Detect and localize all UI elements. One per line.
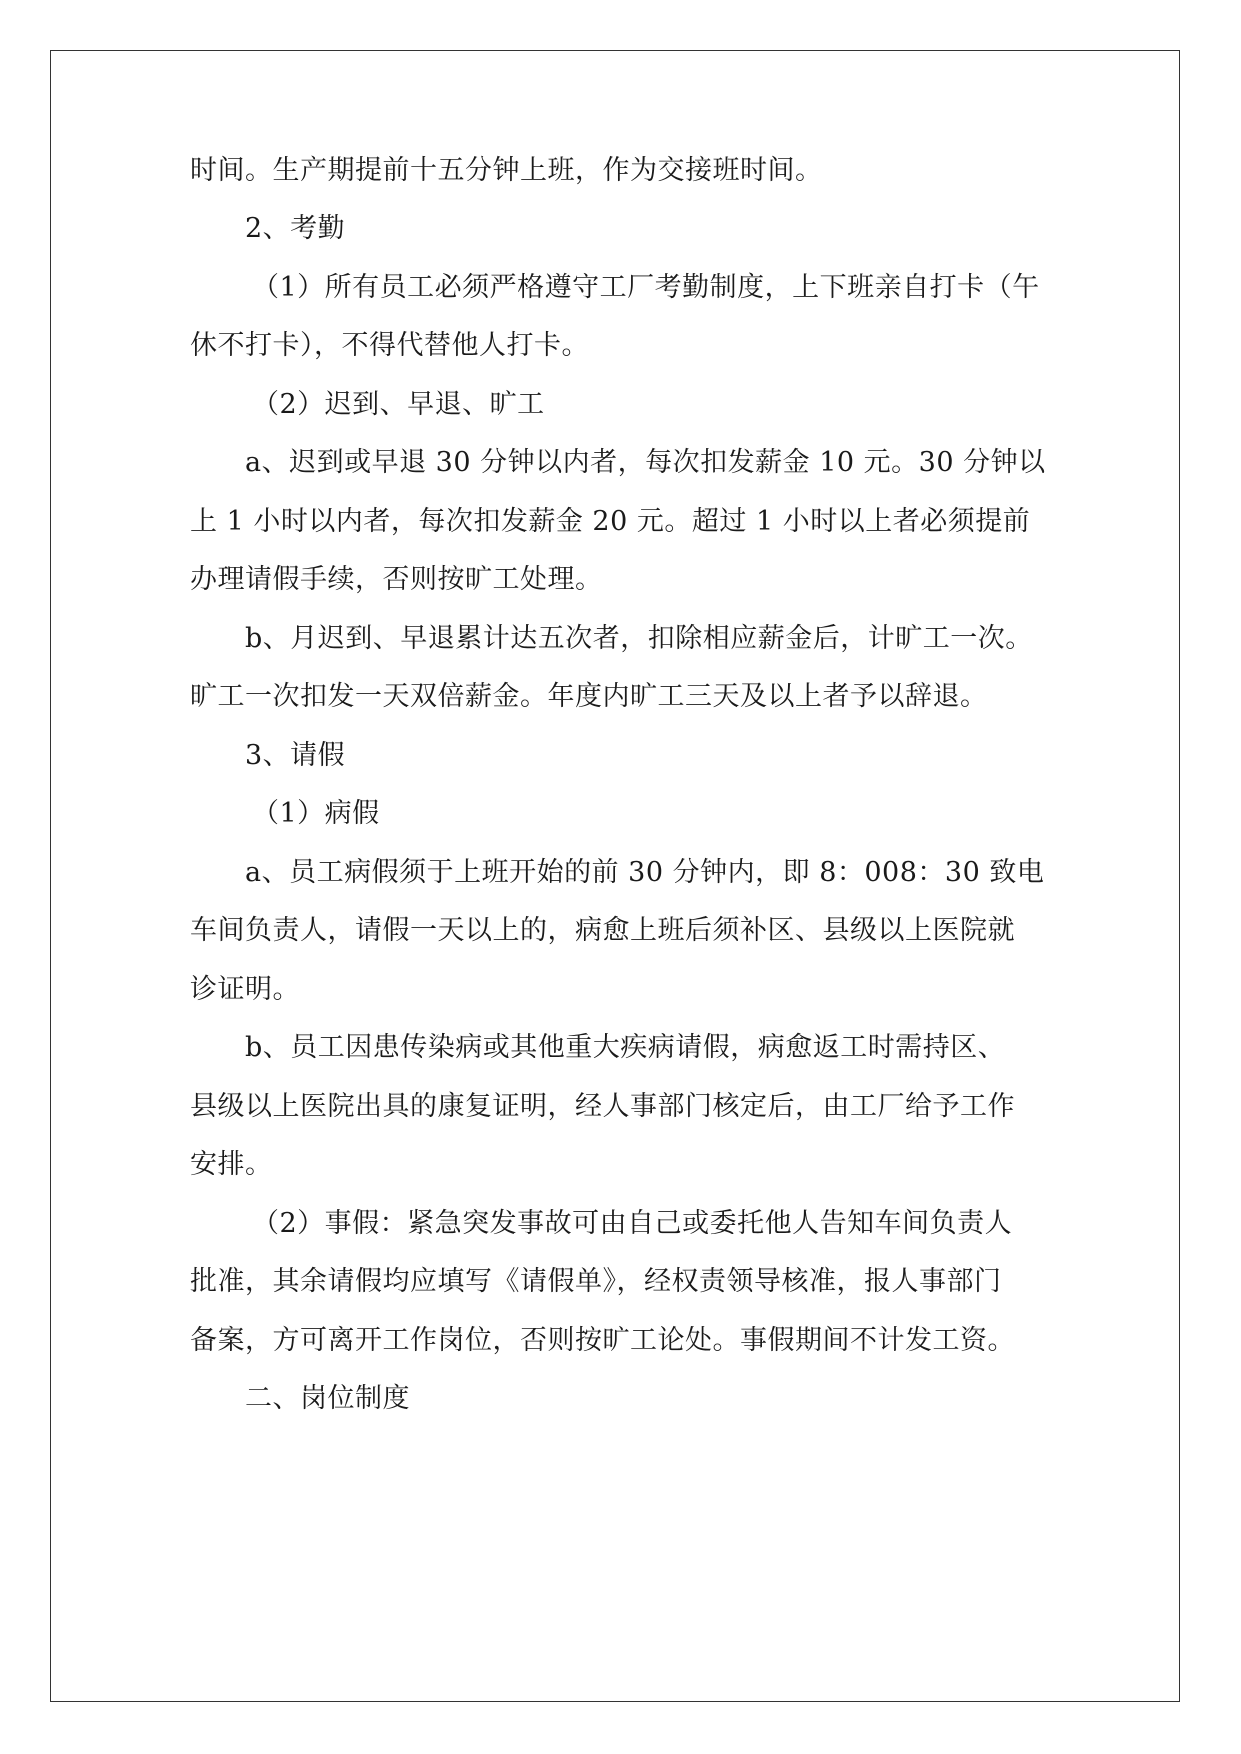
text-line: a、员工病假须于上班开始的前 30 分钟内，即 8：008：30 致电 <box>245 857 1045 888</box>
text-line: 车间负责人，请假一天以上的，病愈上班后须补区、县级以上医院就 <box>190 915 1015 946</box>
section-heading-post-system: 二、岗位制度 <box>245 1383 410 1414</box>
text-line: 办理请假手续，否则按旷工处理。 <box>190 564 603 595</box>
text-line: 休不打卡），不得代替他人打卡。 <box>190 330 589 361</box>
text-line: 批准，其余请假均应填写《请假单》，经权责领导核准，报人事部门 <box>190 1266 1002 1297</box>
text-line: 旷工一次扣发一天双倍薪金。年度内旷工三天及以上者予以辞退。 <box>190 681 988 712</box>
subheading-late-early-absent: （2）迟到、早退、旷工 <box>252 389 545 420</box>
text-line: 安排。 <box>190 1149 273 1180</box>
text-line: 县级以上医院出具的康复证明，经人事部门核定后，由工厂给予工作 <box>190 1091 1015 1122</box>
text-line: 诊证明。 <box>190 974 300 1005</box>
text-line: （1）所有员工必须严格遵守工厂考勤制度，上下班亲自打卡（午 <box>252 272 1040 303</box>
text-line: a、迟到或早退 30 分钟以内者，每次扣发薪金 10 元。30 分钟以 <box>245 447 1046 478</box>
subheading-sick-leave: （1）病假 <box>252 798 380 829</box>
text-line: 备案，方可离开工作岗位，否则按旷工论处。事假期间不计发工资。 <box>190 1325 1015 1356</box>
subheading-personal-leave: （2）事假：紧急突发事故可由自己或委托他人告知车间负责人 <box>252 1208 1013 1239</box>
text-line: 上 1 小时以内者，每次扣发薪金 20 元。超过 1 小时以上者必须提前 <box>190 506 1031 537</box>
text-line: 时间。生产期提前十五分钟上班，作为交接班时间。 <box>190 155 823 186</box>
text-line: b、月迟到、早退累计达五次者，扣除相应薪金后，计旷工一次。 <box>245 623 1033 654</box>
section-heading-attendance: 2、考勤 <box>245 213 346 244</box>
section-heading-leave: 3、请假 <box>245 740 346 771</box>
text-line: b、员工因患传染病或其他重大疾病请假，病愈返工时需持区、 <box>245 1032 1006 1063</box>
